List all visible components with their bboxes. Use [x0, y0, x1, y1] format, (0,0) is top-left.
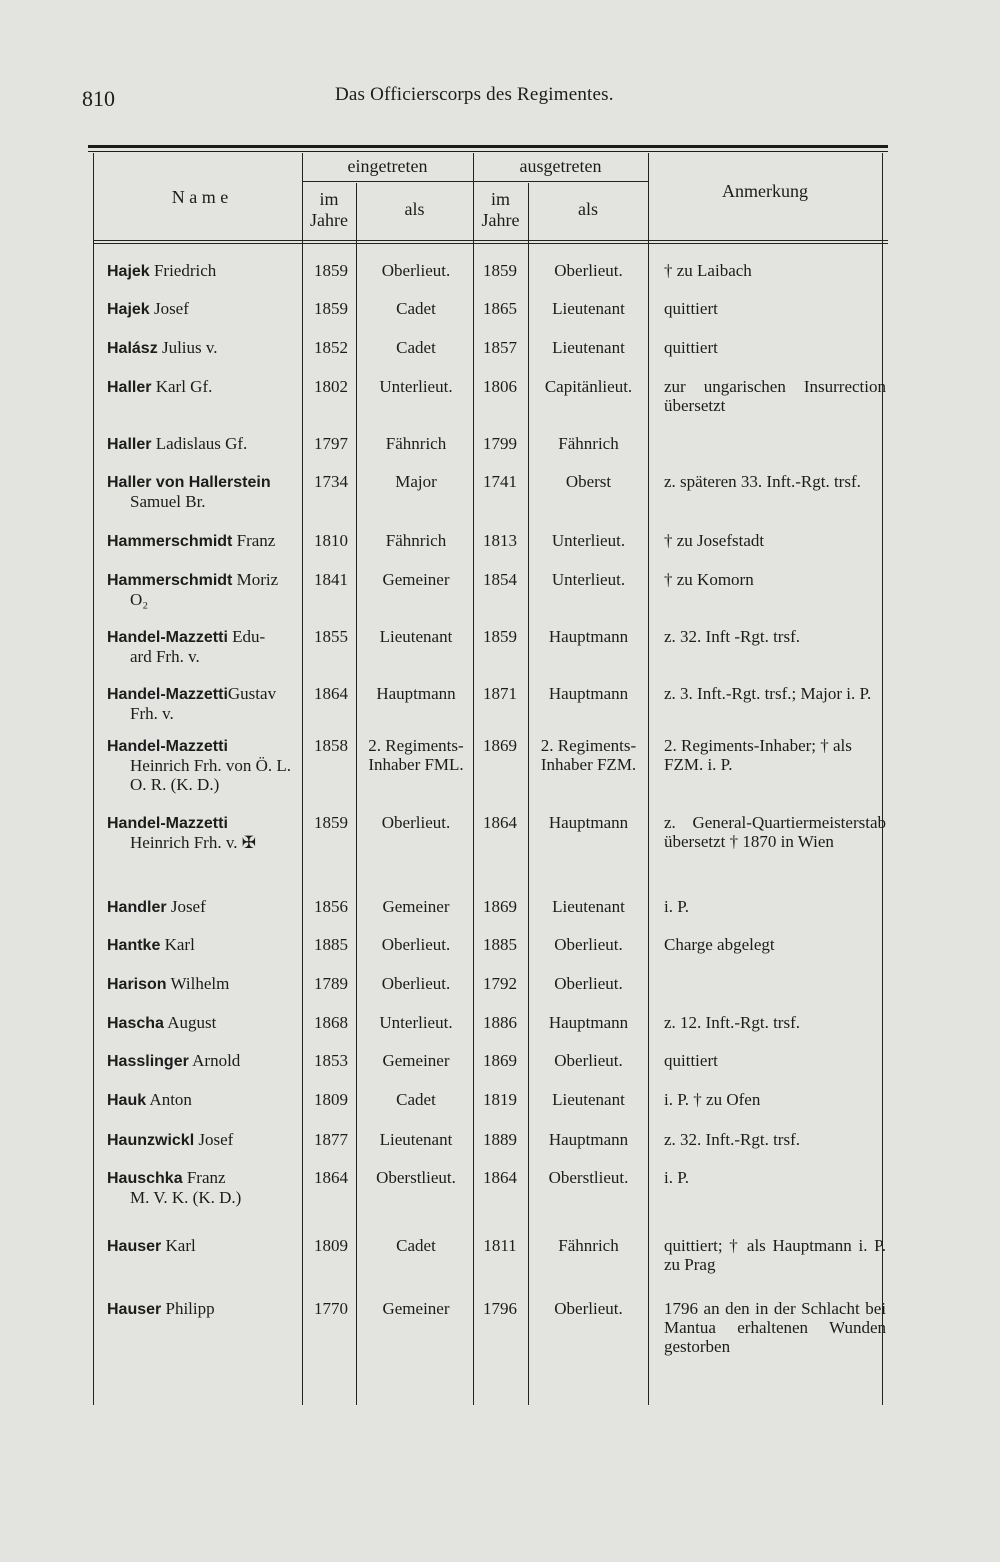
header-as-entered: als — [404, 199, 425, 219]
given-name: Gustav — [227, 684, 277, 703]
name-continuation: Samuel Br. — [130, 492, 206, 511]
entered-rank-cell: Cadet — [396, 338, 436, 357]
left-rank-cell: Lieutenant — [552, 299, 625, 318]
left-year-cell: 1813 — [483, 531, 517, 550]
entered-year-cell: 1809 — [314, 1236, 348, 1255]
entered-rank-cell: Oberlieut. — [381, 935, 451, 954]
remark-cell: z. 32. Inft.-Rgt. trsf. — [664, 1130, 800, 1149]
entered-year-cell: 1841 — [314, 570, 348, 589]
entered-year-cell: 1789 — [314, 974, 348, 993]
entered-rank-cell: 2. Regiments-Inhaber FML. — [368, 736, 464, 774]
col-line-yr1 — [356, 183, 357, 1405]
left-year-cell: 1865 — [483, 299, 517, 318]
left-year-cell: 1885 — [483, 935, 517, 954]
name-cell — [107, 974, 307, 994]
remark-cell: i. P. † zu Ofen — [664, 1090, 761, 1109]
left-year-cell: 1886 — [483, 1013, 517, 1032]
entered-rank-cell: Gemeiner — [382, 1299, 450, 1318]
surname: Hauser — [107, 1238, 162, 1255]
entered-rank-cell: Oberstlieut. — [376, 1168, 456, 1187]
surname: Harison — [107, 976, 167, 993]
remark-cell: quittiert — [664, 1051, 718, 1070]
left-rank-cell: Oberlieut. — [554, 1299, 623, 1318]
entered-year-cell: 1809 — [314, 1090, 348, 1109]
remark-cell: quittiert; † als Hauptmann i. P. zu Prag — [664, 1236, 886, 1274]
table-top-rule — [88, 145, 888, 148]
remark-cell: z. 3. Inft.-Rgt. trsf.; Major i. P. — [664, 684, 872, 703]
left-year-cell: 1741 — [483, 472, 517, 491]
given-name: Julius v. — [157, 338, 218, 357]
entered-year-cell: 1858 — [314, 736, 348, 755]
given-name: Karl Gf. — [151, 377, 213, 396]
officer-table — [88, 145, 888, 1407]
left-year-cell: 1806 — [483, 377, 517, 396]
remark-cell: 2. Regiments-Inhaber; † als FZM. i. P. — [664, 736, 852, 774]
name-cell — [107, 935, 307, 955]
name-cell — [107, 531, 307, 551]
header-as-left: als — [578, 199, 598, 219]
name-cell — [107, 1051, 307, 1071]
surname: Haller von Hallerstein — [107, 474, 271, 491]
given-name: Anton — [146, 1090, 192, 1109]
name-cell — [107, 736, 307, 794]
name-cell — [107, 1299, 307, 1319]
entered-rank-cell: Hauptmann — [376, 684, 456, 703]
left-year-cell: 1864 — [483, 813, 517, 832]
left-rank-cell: Fähnrich — [558, 434, 619, 453]
entered-rank-cell: Unterlieut. — [379, 1013, 453, 1032]
given-name: Ladislaus Gf. — [151, 434, 248, 453]
name-continuation: M. V. K. (K. D.) — [130, 1188, 242, 1207]
header-bottom-rule-2 — [93, 243, 888, 244]
left-year-cell: 1857 — [483, 338, 517, 357]
left-rank-cell: Lieutenant — [552, 338, 625, 357]
left-year-cell: 1859 — [483, 627, 517, 646]
left-rank-cell: Oberst — [565, 472, 612, 491]
name-cell — [107, 434, 307, 454]
surname: Hascha — [107, 1015, 164, 1032]
surname: Haunzwickl — [107, 1132, 195, 1149]
remark-cell: zur ungarischen Insurrection übersetzt — [664, 377, 886, 415]
surname: Hajek — [107, 263, 150, 280]
entered-rank-cell: Fähnrich — [385, 434, 447, 453]
remark-cell: † zu Komorn — [664, 570, 754, 589]
left-rank-cell: Hauptmann — [548, 627, 629, 646]
remark-cell: z. 12. Inft.-Rgt. trsf. — [664, 1013, 800, 1032]
left-year-cell: 1889 — [483, 1130, 517, 1149]
remark-cell: z. späteren 33. Inft.-Rgt. trsf. — [664, 472, 861, 491]
entered-rank-cell: Cadet — [396, 299, 436, 318]
header-year-left: im Jahre — [481, 189, 520, 230]
header-rule-entered — [302, 181, 473, 182]
given-name: August — [163, 1013, 217, 1032]
left-rank-cell: Hauptmann — [548, 813, 629, 832]
left-year-cell: 1869 — [483, 736, 517, 755]
header-rule-left — [473, 181, 648, 182]
left-rank-cell: Oberstlieut. — [548, 1168, 629, 1187]
left-rank-cell: Unterlieut. — [551, 570, 626, 589]
left-rank-cell: Oberlieut. — [554, 974, 623, 993]
entered-rank-cell: Oberlieut. — [381, 813, 451, 832]
left-rank-cell: Fähnrich — [558, 1236, 619, 1255]
left-year-cell: 1871 — [483, 684, 517, 703]
given-name: Wilhelm — [166, 974, 230, 993]
given-name: Karl — [160, 935, 195, 954]
given-name: Friedrich — [149, 261, 217, 280]
surname: Handel-Mazzetti — [107, 686, 228, 703]
remark-cell: quittiert — [664, 338, 718, 357]
entered-rank-cell: Major — [395, 472, 437, 491]
entered-year-cell: 1853 — [314, 1051, 348, 1070]
name-cell — [107, 261, 307, 281]
left-rank-cell: Hauptmann — [548, 684, 629, 703]
entered-rank-cell: Gemeiner — [382, 570, 450, 589]
left-year-cell: 1819 — [483, 1090, 517, 1109]
name-continuation: O₂ — [130, 590, 149, 609]
name-cell — [107, 897, 307, 917]
given-name: Edu- — [227, 627, 266, 646]
left-rank-cell: 2. Regiments-Inhaber FZM. — [540, 736, 637, 774]
name-cell — [107, 338, 307, 358]
surname: Handel-Mazzetti — [107, 629, 228, 646]
col-line-left — [93, 153, 94, 1405]
surname: Hauser — [107, 1301, 162, 1318]
entered-year-cell: 1864 — [314, 1168, 348, 1187]
entered-rank-cell: Cadet — [396, 1090, 436, 1109]
left-year-cell: 1792 — [483, 974, 517, 993]
name-continuation: Frh. v. — [130, 704, 174, 723]
surname: Hammerschmidt — [107, 572, 233, 589]
name-cell — [107, 813, 307, 852]
given-name: Franz — [182, 1168, 226, 1187]
given-name: Moriz — [232, 570, 279, 589]
running-head: Das Officierscorps des Regimentes. — [335, 84, 614, 105]
entered-year-cell: 1802 — [314, 377, 348, 396]
entered-rank-cell: Gemeiner — [382, 1051, 450, 1070]
left-rank-cell: Lieutenant — [552, 1090, 625, 1109]
left-year-cell: 1859 — [483, 261, 517, 280]
name-continuation: Heinrich Frh. von Ö. L. O. R. (K. D.) — [130, 756, 292, 794]
entered-year-cell: 1859 — [314, 813, 348, 832]
page-number: 810 — [82, 86, 115, 111]
name-cell — [107, 377, 307, 397]
name-cell — [107, 627, 307, 666]
entered-rank-cell: Lieutenant — [379, 627, 453, 646]
remark-cell: i. P. — [664, 1168, 690, 1187]
given-name: Karl — [161, 1236, 196, 1255]
given-name: Franz — [232, 531, 276, 550]
entered-rank-cell: Oberlieut. — [381, 261, 451, 280]
entered-year-cell: 1868 — [314, 1013, 348, 1032]
surname: Haller — [107, 379, 152, 396]
remark-cell: z. 32. Inft -Rgt. trsf. — [664, 627, 800, 646]
remark-cell: z. General-Quartiermeisterstab übersetzt † 1870 in Wien — [664, 813, 886, 851]
entered-rank-cell: Unterlieut. — [379, 377, 453, 396]
entered-year-cell: 1810 — [314, 531, 348, 550]
left-rank-cell: Oberlieut. — [554, 261, 623, 280]
header-year-entered: im Jahre — [310, 189, 348, 230]
entered-rank-cell: Fähnrich — [385, 531, 447, 550]
entered-rank-cell: Gemeiner — [382, 897, 450, 916]
left-year-cell: 1799 — [483, 434, 517, 453]
surname: Halász — [107, 340, 158, 357]
surname: Hammerschmidt — [107, 533, 233, 550]
entered-year-cell: 1859 — [314, 299, 348, 318]
header-bottom-rule — [93, 240, 888, 241]
name-cell — [107, 1130, 307, 1150]
left-year-cell: 1869 — [483, 897, 517, 916]
surname: Hajek — [107, 301, 150, 318]
entered-rank-cell: Oberlieut. — [381, 974, 451, 993]
col-line-as2 — [648, 153, 649, 1405]
left-year-cell: 1854 — [483, 570, 517, 589]
left-year-cell: 1864 — [483, 1168, 517, 1187]
entered-year-cell: 1864 — [314, 684, 348, 703]
entered-rank-cell: Lieutenant — [379, 1130, 453, 1149]
left-rank-cell: Oberlieut. — [554, 935, 623, 954]
left-year-cell: 1811 — [483, 1236, 517, 1255]
name-cell — [107, 1013, 307, 1033]
given-name: Josef — [149, 299, 189, 318]
entered-year-cell: 1859 — [314, 261, 348, 280]
name-cell — [107, 472, 307, 511]
remark-cell: 1796 an den in der Schlacht bei Mantua erhaltenen Wunden gestorben — [664, 1299, 886, 1356]
entered-year-cell: 1855 — [314, 627, 348, 646]
name-cell — [107, 1168, 307, 1207]
entered-year-cell: 1797 — [314, 434, 348, 453]
surname: Hauschka — [107, 1170, 183, 1187]
surname: Haller — [107, 436, 152, 453]
given-name: Arnold — [188, 1051, 241, 1070]
col-line-yr2 — [528, 183, 529, 1405]
entered-year-cell: 1856 — [314, 897, 348, 916]
remark-cell: i. P. — [664, 897, 690, 916]
entered-year-cell: 1734 — [314, 472, 348, 491]
remark-cell: quittiert — [664, 299, 718, 318]
remark-cell: † zu Laibach — [664, 261, 752, 280]
header-left: ausgetreten — [519, 156, 602, 176]
entered-rank-cell: Cadet — [396, 1236, 436, 1255]
left-rank-cell: Lieutenant — [552, 897, 625, 916]
surname: Handel-Mazzetti — [107, 738, 228, 755]
left-year-cell: 1869 — [483, 1051, 517, 1070]
surname: Hantke — [107, 937, 161, 954]
given-name: Josef — [166, 897, 206, 916]
given-name: Josef — [194, 1130, 234, 1149]
entered-year-cell: 1877 — [314, 1130, 348, 1149]
surname: Handler — [107, 899, 167, 916]
left-rank-cell: Oberlieut. — [554, 1051, 623, 1070]
left-rank-cell: Unterlieut. — [551, 531, 626, 550]
remark-cell: † zu Josefstadt — [664, 531, 765, 550]
header-remark: Anmerkung — [722, 181, 808, 201]
name-continuation: ard Frh. v. — [130, 647, 200, 666]
left-rank-cell: Capitänlieut. — [544, 377, 633, 396]
header-name: N a m e — [171, 187, 229, 207]
entered-year-cell: 1852 — [314, 338, 348, 357]
entered-year-cell: 1770 — [314, 1299, 348, 1318]
surname: Hasslinger — [107, 1053, 189, 1070]
name-cell — [107, 1236, 307, 1256]
name-cell — [107, 684, 307, 723]
left-rank-cell: Hauptmann — [548, 1130, 629, 1149]
given-name: Philipp — [161, 1299, 215, 1318]
remark-cell: Charge abgelegt — [664, 935, 775, 954]
name-cell — [107, 570, 307, 609]
name-continuation: Heinrich Frh. v. ✠ — [130, 833, 256, 852]
left-year-cell: 1796 — [483, 1299, 517, 1318]
name-cell — [107, 299, 307, 319]
entered-year-cell: 1885 — [314, 935, 348, 954]
name-cell — [107, 1090, 307, 1110]
surname: Hauk — [107, 1092, 147, 1109]
surname: Handel-Mazzetti — [107, 815, 228, 832]
header-entered: eingetreten — [347, 156, 428, 176]
left-rank-cell: Hauptmann — [548, 1013, 629, 1032]
table-top-rule-thin — [88, 151, 888, 152]
